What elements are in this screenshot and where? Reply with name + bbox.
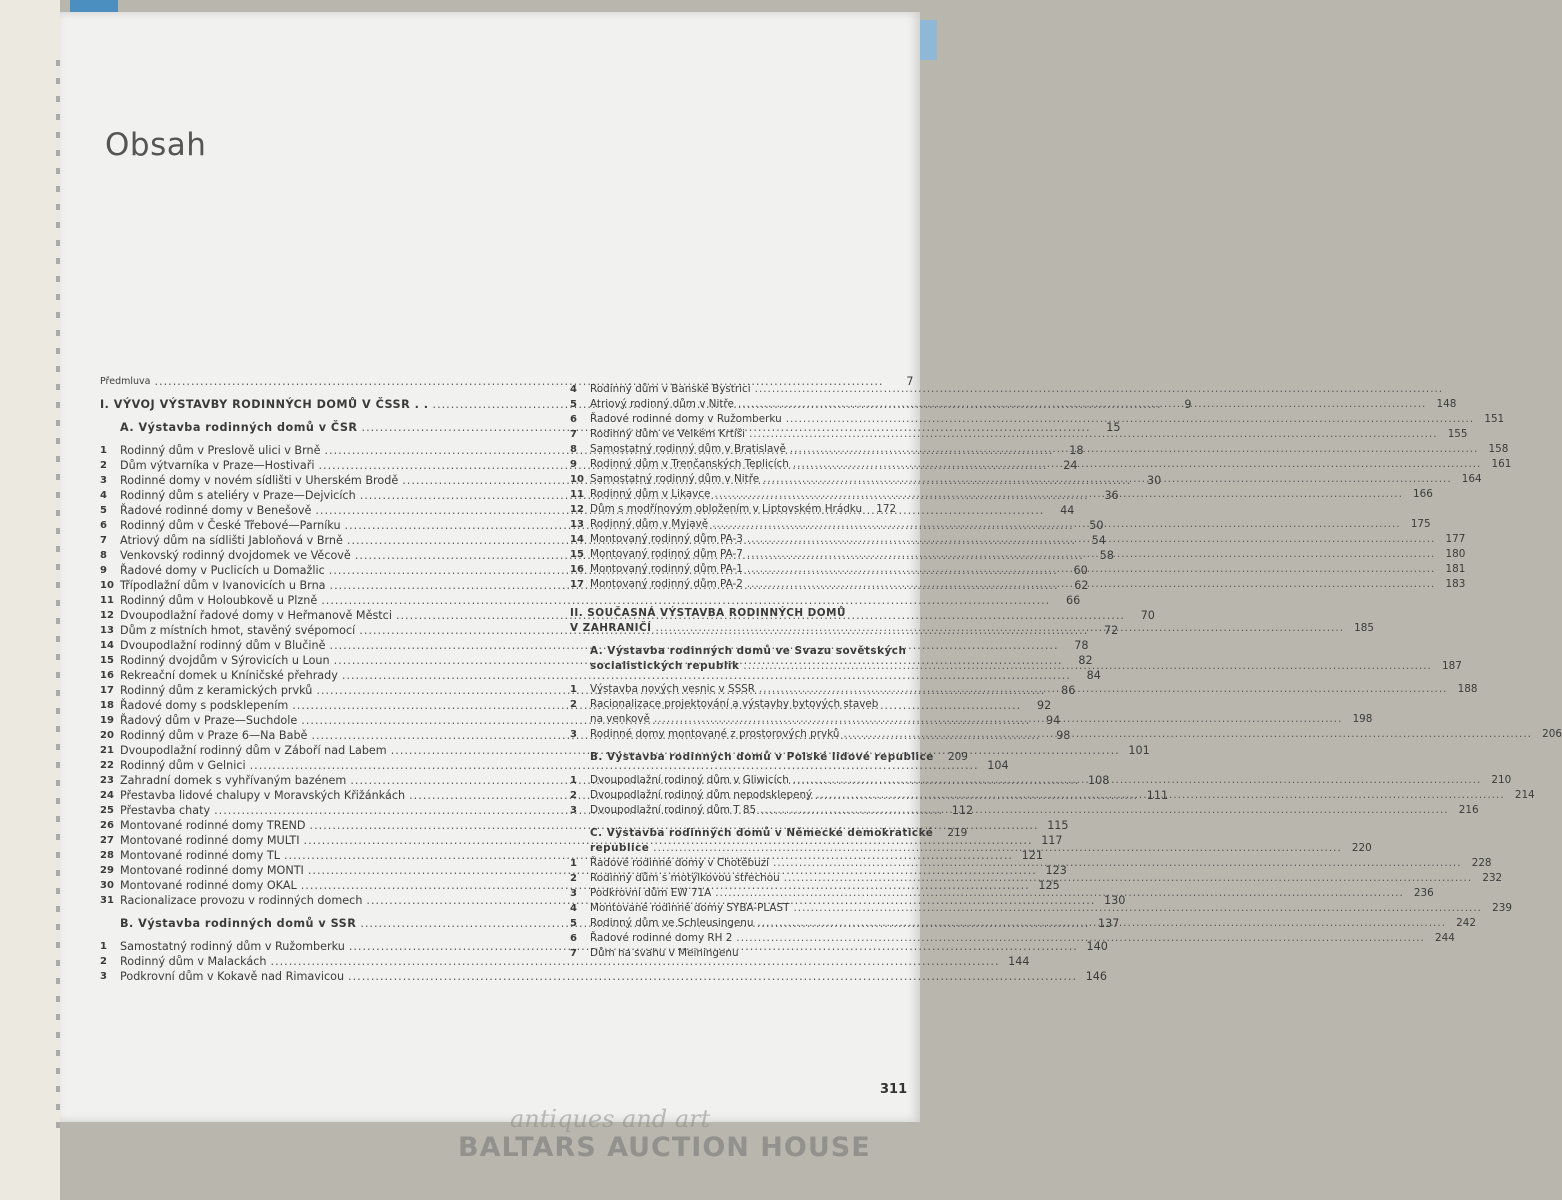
entry-title: Podkrovní dům v Kokavě nad Rimavicou (120, 970, 345, 983)
dot-leader (656, 621, 1344, 636)
entry-title: Řadové rodinné domy v Chotěbuzi (590, 857, 770, 869)
entry-title: Rodinný dům v Myjavě (590, 518, 709, 530)
entry-number: 2 (100, 460, 107, 471)
dot-leader (654, 712, 1342, 727)
entry-number: 4 (100, 490, 107, 501)
dot-leader (749, 427, 1437, 442)
entry-title: B. Výstavba rodinných domů v Polské lidové republice (590, 751, 934, 763)
entry-title: Rodinné domy v novém sídlišti v Uherském Brodě (120, 474, 399, 487)
entry-page: 146 (1085, 970, 1108, 983)
dot-leader (743, 659, 1431, 674)
entry-number: 7 (100, 535, 107, 546)
entry-page: 172 (876, 503, 897, 515)
entry-number: 23 (100, 775, 114, 786)
entry-page: 104 (987, 759, 1009, 772)
entry-page: 78 (1074, 639, 1089, 652)
entry-title: Dům výtvarníka v Praze—Hostivaři (120, 459, 315, 472)
entry-number: 5 (100, 505, 107, 516)
entry-title: Dům z místních hmot, stavěný svépomocí (120, 624, 356, 637)
spacer (570, 592, 895, 606)
entry-title: Dvoupodlažní rodinný dům v Záboří nad Labem (120, 744, 387, 757)
dot-leader (757, 916, 1445, 931)
entry-page: 101 (1128, 744, 1150, 757)
toc-entry (570, 412, 1505, 427)
entry-number: 7 (570, 429, 577, 440)
entry-number: 1 (100, 445, 107, 456)
entry-title: Montované rodinné domy MULTI (120, 834, 300, 847)
entry-page: 242 (1456, 917, 1476, 929)
entry-number: 16 (100, 670, 114, 681)
entry-number: 21 (100, 745, 114, 756)
dot-leader (755, 382, 1443, 397)
entry-page: 137 (1097, 917, 1120, 930)
entry-page: 115 (1047, 819, 1069, 832)
entry-number: 13 (570, 519, 584, 530)
spacer (100, 435, 505, 443)
entry-number: 3 (100, 971, 107, 982)
dot-leader (763, 472, 1451, 487)
entry-page: 62 (1074, 579, 1089, 592)
entry-page: 94 (1046, 714, 1061, 727)
entry-page: 54 (1091, 534, 1106, 547)
entry-title: Racionalizace projektování a výstavby bytových staveb (590, 698, 879, 710)
entry-title: Rodinný dům ve Velkém Krtíši (590, 428, 746, 440)
entry-title: Rodinný dům v Praze 6—Na Babě (120, 729, 308, 742)
entry-title: Rodinný dům ve Schleusingenu (590, 917, 754, 929)
entry-number: 29 (100, 865, 114, 876)
entry-page: 86 (1061, 684, 1076, 697)
entry-number: 14 (570, 534, 584, 545)
entry-number: 5 (570, 918, 577, 929)
entry-page: 209 (947, 751, 968, 763)
entry-number: 17 (570, 579, 584, 590)
entry-number: 27 (100, 835, 114, 846)
toc-entry (100, 969, 1108, 984)
entry-title: Rodinný dům v Banské Bystrici (590, 383, 751, 395)
entry-number: 1 (570, 858, 577, 869)
entry-number: 28 (100, 850, 114, 861)
entry-title: Dvoupodlažní rodinný dům v Blučině (120, 639, 326, 652)
entry-number: 7 (570, 948, 577, 959)
entry-title: socialistických republik (590, 660, 740, 672)
entry-title: Rodinný dům s ateliéry v Praze—Dejvicích (120, 489, 356, 502)
entry-number: 2 (100, 956, 107, 967)
dot-leader (738, 397, 1426, 412)
entry-page: 72 (1104, 624, 1119, 637)
entry-title: Řadové rodinné domy RH 2 (590, 932, 733, 944)
dot-leader (747, 562, 1435, 577)
entry-title: Řadový dům v Praze—Suchdole (120, 714, 298, 727)
entry-page: 219 (947, 827, 968, 839)
watermark-house: BALTARS AUCTION HOUSE (458, 1132, 871, 1163)
entry-page: 183 (1445, 578, 1466, 590)
toc-entry (570, 427, 1468, 442)
page-number: 311 (880, 1082, 908, 1097)
dot-leader (793, 457, 1481, 472)
entry-page: 125 (1038, 879, 1060, 892)
entry-title: A. Výstavba rodinných domů ve Svazu sovětských (590, 645, 907, 657)
entry-number: 3 (100, 475, 107, 486)
dot-leader (736, 931, 1424, 946)
entry-title: Rodinný dům z keramických prvků (120, 684, 313, 697)
entry-title: Montované rodinné domy MONTI (120, 864, 304, 877)
toc-entry (100, 593, 1081, 608)
entry-number: 3 (570, 888, 577, 899)
entry-number: 22 (100, 760, 114, 771)
entry-number: 26 (100, 820, 114, 831)
entry-page: 82 (1078, 654, 1093, 667)
entry-page: 92 (1036, 699, 1052, 712)
entry-number: 4 (570, 903, 577, 914)
dot-leader (348, 969, 1077, 984)
entry-title: Rodinný dům v Likavce (590, 488, 711, 500)
entry-number: 16 (570, 564, 584, 575)
entry-title: Zahradní domek s vyhřívaným bazénem (120, 774, 347, 787)
entry-title: Samostatný rodinný dům v Nitře (590, 473, 760, 485)
entry-title: Rodinný dům v Holoubkově u Plzně (120, 594, 318, 607)
entry-title: Samostatný rodinný dům v Bratislavě (590, 443, 786, 455)
dot-leader (760, 803, 1448, 818)
entry-number: 20 (100, 730, 114, 741)
toc-entry (100, 668, 1101, 683)
entry-number: 2 (570, 873, 577, 884)
entry-title: Řadové rodinné domy v Ružomberku (590, 413, 782, 425)
entry-page: 164 (1461, 473, 1482, 485)
entry-page: 60 (1073, 564, 1088, 577)
spacer (570, 742, 895, 750)
entry-page: 66 (1066, 594, 1081, 607)
entry-page: 220 (1351, 842, 1372, 854)
entry-page: 232 (1482, 872, 1503, 884)
entry-title: Atriový rodinný dům v Nitře (590, 398, 734, 410)
dot-leader (714, 487, 1402, 502)
toc-entry (570, 901, 1512, 916)
dot-leader (773, 856, 1461, 871)
entry-number: 3 (570, 729, 577, 740)
entry-page: 180 (1445, 548, 1466, 560)
entry-title: B. Výstavba rodinných domů v SSR (120, 917, 357, 930)
toc-entry (570, 397, 1457, 412)
entry-page: 9 (1184, 398, 1192, 411)
entry-page: 198 (1352, 713, 1373, 725)
entry-page: 123 (1045, 864, 1067, 877)
spacer (100, 389, 505, 397)
entry-number: 18 (100, 700, 114, 711)
entry-number: 9 (570, 459, 577, 470)
entry-page: 239 (1492, 902, 1512, 914)
entry-title: republice (590, 842, 650, 854)
entry-title: Přestavba chaty (120, 804, 211, 817)
entry-page: 185 (1354, 622, 1374, 634)
entry-page: 130 (1104, 894, 1126, 907)
spacer (570, 818, 895, 826)
dot-leader (747, 547, 1435, 562)
entry-number: 1 (570, 775, 577, 786)
entry-title: Výstavba nových vesnic v SSSR (590, 683, 755, 695)
entry-number: 30 (100, 880, 114, 891)
entry-number: 3 (570, 805, 577, 816)
entry-number: 12 (100, 610, 114, 621)
spacer (100, 931, 505, 939)
page-title: Obsah (105, 127, 207, 163)
entry-page: 214 (1514, 789, 1535, 801)
toc-entry (590, 826, 968, 841)
entry-number: 14 (100, 640, 114, 651)
toc-entry (570, 606, 895, 621)
entry-number: 4 (570, 384, 577, 395)
entry-page: 18 (1069, 444, 1084, 457)
entry-page: 177 (1445, 533, 1466, 545)
dot-leader (786, 412, 1474, 427)
entry-title: Řadové domy s podsklepením (120, 699, 289, 712)
spacer (100, 908, 505, 916)
entry-title: Rodinný dům v České Třebové—Parníku (120, 519, 341, 532)
entry-number: 13 (100, 625, 114, 636)
entry-page: 216 (1458, 804, 1479, 816)
dot-leader (790, 442, 1478, 457)
entry-title: Rekreační domek u Kníničské přehrady (120, 669, 338, 682)
entry-page: 44 (1060, 504, 1075, 517)
entry-number: 2 (570, 699, 577, 710)
entry-title: Dům s modřínovým obložením v Liptovském Hrádku (590, 503, 863, 515)
entry-title: na venkově (590, 713, 650, 725)
entry-title: Montované rodinné domy SYBA-PLAST (590, 902, 790, 914)
dot-leader (816, 788, 1504, 803)
dot-leader (793, 773, 1481, 788)
entry-title: Předmluva (100, 376, 151, 387)
toc-entry (570, 931, 1455, 946)
dot-leader (784, 871, 1472, 886)
spacer (570, 636, 895, 644)
entry-title: Montovaný rodinný dům PA-1 (590, 563, 743, 575)
book-page (60, 12, 1562, 1122)
entry-number: 25 (100, 805, 114, 816)
entry-number: 10 (570, 474, 584, 485)
entry-number: 2 (570, 790, 577, 801)
entry-page: 148 (1436, 398, 1457, 410)
entry-title: A. Výstavba rodinných domů v ČSR (120, 421, 358, 434)
spacer (570, 674, 895, 682)
entry-page: 151 (1484, 413, 1505, 425)
entry-title: I. VÝVOJ VÝSTAVBY RODINNÝCH DOMŮ V ČSSR . . (100, 398, 429, 411)
entry-number: 15 (570, 549, 584, 560)
entry-page: 166 (1413, 488, 1433, 500)
toc-entry (570, 502, 895, 517)
entry-title: Samostatný rodinný dům v Ružomberku (120, 940, 345, 953)
entry-title: Montované rodinné domy OKAL (120, 879, 297, 892)
entry-page: 161 (1491, 458, 1512, 470)
entry-title: Montované rodinné domy TREND (120, 819, 306, 832)
entry-page: 158 (1488, 443, 1509, 455)
entry-page: 210 (1491, 774, 1512, 786)
entry-page: 228 (1471, 857, 1492, 869)
entry-page: 24 (1063, 459, 1078, 472)
entry-title: Montovaný rodinný dům PA-7 (590, 548, 743, 560)
spacer (570, 765, 895, 773)
dot-leader (747, 532, 1435, 547)
entry-title: Venkovský rodinný dvojdomek ve Věcově (120, 549, 351, 562)
dot-leader (653, 841, 1341, 856)
spacer (100, 412, 505, 420)
entry-page: 155 (1447, 428, 1468, 440)
toc-entry (570, 382, 895, 397)
entry-title: Rodinný dům v Trenčanských Teplicích (590, 458, 789, 470)
dot-leader (759, 682, 1447, 697)
entry-title: C. Výstavba rodinných domů v Německé demokratické (590, 827, 934, 839)
entry-number: 11 (100, 595, 114, 606)
toc-entry (100, 954, 1030, 969)
facing-page-edge (0, 0, 60, 1200)
entry-title: Rodinný dům v Malackách (120, 955, 267, 968)
toc-entry (570, 946, 895, 961)
entry-number: 11 (570, 489, 584, 500)
entry-title: Řadové domy v Puclicích u Domažlic (120, 564, 325, 577)
entry-title: Dvoupodlažní rodinný dům nepodsklepený (590, 789, 813, 801)
entry-page: 175 (1410, 518, 1431, 530)
entry-number: 6 (100, 520, 107, 531)
entry-page: 111 (1146, 789, 1169, 802)
dot-leader (712, 517, 1400, 532)
dot-leader (793, 901, 1481, 916)
entry-number: 1 (100, 941, 107, 952)
entry-title: Dvoupodlažní rodinný dům T 85 (590, 804, 757, 816)
entry-title: Montovaný rodinný dům PA-3 (590, 533, 743, 545)
entry-title: Atriový dům na sídlišti Jabloňová v Brně (120, 534, 343, 547)
entry-number: 19 (100, 715, 114, 726)
entry-title: Dvoupodlažní řadové domy v Heřmanově Městci (120, 609, 392, 622)
entry-number: 6 (570, 414, 577, 425)
entry-title: Rodinné domy montované z prostorových prvků (590, 728, 840, 740)
entry-title: Montované rodinné domy TL (120, 849, 280, 862)
entry-title: Dvoupodlažní rodinný dům v Gliwicích (590, 774, 789, 786)
entry-title: Rodinný dvojdům v Sýrovicích u Loun (120, 654, 330, 667)
toc-entry (100, 758, 1009, 773)
entry-page: 206 (1542, 728, 1562, 740)
entry-page: 30 (1146, 474, 1162, 487)
entry-page: 7 (906, 375, 914, 388)
entry-page: 112 (951, 804, 974, 817)
entry-title: Třípodlažní dům v Ivanovicích u Brna (120, 579, 326, 592)
entry-title: V ZAHRANIČÍ (570, 622, 652, 634)
entry-number: 8 (100, 550, 107, 561)
entry-page: 236 (1413, 887, 1434, 899)
entry-number: 5 (570, 399, 577, 410)
entry-page: 108 (1087, 774, 1110, 787)
entry-title: Přestavba lidové chalupy v Moravských Křižánkách (120, 789, 406, 802)
entry-page: 15 (1106, 421, 1121, 434)
entry-page: 58 (1099, 549, 1114, 562)
entry-number: 9 (100, 565, 107, 576)
entry-page: 70 (1140, 609, 1155, 622)
entry-number: 6 (570, 933, 577, 944)
entry-number: 8 (570, 444, 577, 455)
entry-title: Řadové rodinné domy v Benešově (120, 504, 312, 517)
entry-page: 187 (1442, 660, 1462, 672)
binding-stitches (56, 60, 60, 1140)
entry-number: 10 (100, 580, 114, 591)
dot-leader (715, 886, 1403, 901)
entry-title: Montovaný rodinný dům PA-2 (590, 578, 743, 590)
entry-number: 1 (570, 684, 577, 695)
entry-title: Rodinný dům v Preslově ulici v Brně (120, 444, 321, 457)
toc-entry (590, 750, 968, 765)
entry-number: 17 (100, 685, 114, 696)
entry-number: 24 (100, 790, 114, 801)
entry-page: 188 (1457, 683, 1478, 695)
entry-title: II. SOUČASNÁ VÝSTAVBA RODINNÝCH DOMŮ (570, 607, 846, 619)
entry-page: 98 (1056, 729, 1071, 742)
dot-leader (843, 727, 1531, 742)
entry-page: 36 (1104, 489, 1119, 502)
entry-page: 117 (1041, 834, 1063, 847)
entry-page: 84 (1086, 669, 1101, 682)
entry-title: Racionalizace provozu v rodinných domech (120, 894, 363, 907)
toc-entry (590, 644, 907, 659)
entry-number: 31 (100, 895, 114, 906)
entry-number: 15 (100, 655, 114, 666)
entry-title: Rodinný dům v Gelnici (120, 759, 246, 772)
watermark-tagline: antiques and art (510, 1105, 711, 1133)
dot-leader (747, 577, 1435, 592)
entry-title: Dům na svahu v Meiningenu (590, 947, 739, 959)
entry-title: Rodinný dům s motýlkovou střechou (590, 872, 780, 884)
entry-page: 144 (1008, 955, 1030, 968)
entry-number: 12 (570, 504, 584, 515)
toc-entry (570, 697, 895, 712)
entry-page: 121 (1021, 849, 1043, 862)
entry-page: 244 (1435, 932, 1455, 944)
entry-page: 50 (1089, 519, 1104, 532)
entry-page: 181 (1445, 563, 1466, 575)
entry-title: Podkrovní dům EW 71A (590, 887, 712, 899)
entry-page: 140 (1086, 940, 1108, 953)
